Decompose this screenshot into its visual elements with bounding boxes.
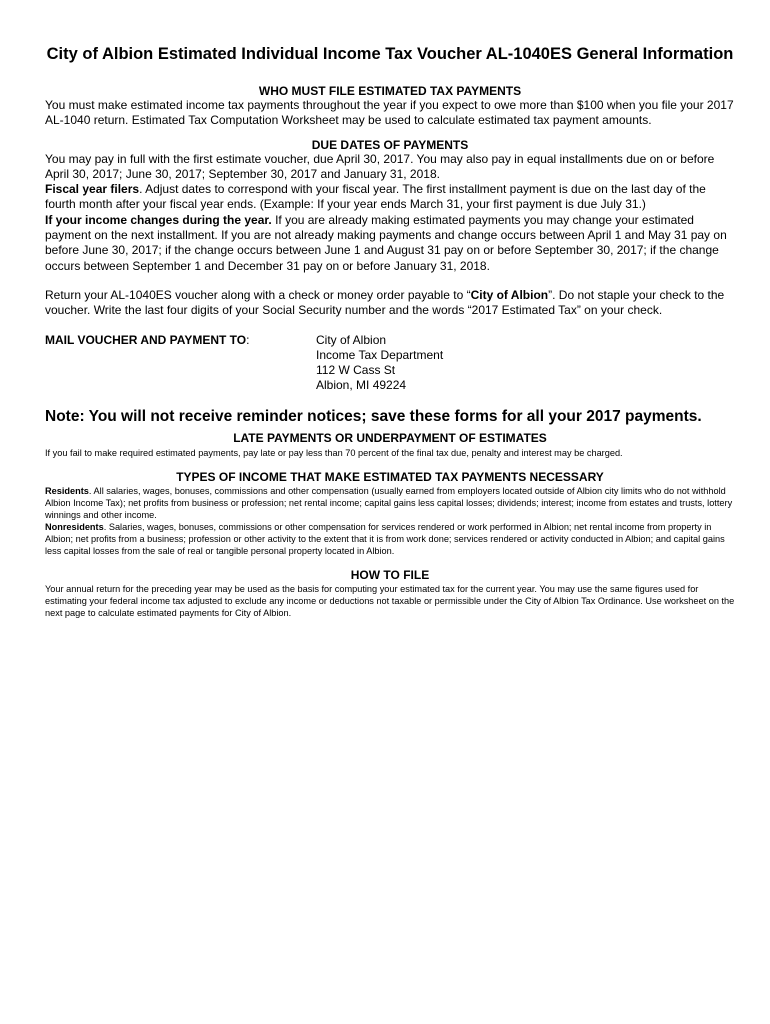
return-voucher-text-after: ”. Do not staple your check to the voucher. Write the last four digits of your Social Security number and the words “2017 Estimated Tax” on your check. (45, 287, 725, 318)
address-line: Albion, MI 49224 (316, 378, 407, 393)
fiscal-year-text: . Adjust dates to correspond with your fiscal year. The first installment payment is due on the last day of the fourth month after your fiscal year ends. (Example: If your year ends March 31, your first payment is due July 31.) (45, 182, 706, 212)
nonresidents-label: Nonresidents (45, 521, 104, 532)
fiscal-year-paragraph (45, 182, 735, 213)
late-payments-text: If you fail to make required estimated payments, pay late or pay less than 70 percent of the final tax due, penalty and interest may be charged. (45, 447, 623, 458)
residents-label: Residents (45, 485, 89, 496)
due-dates-text: You may pay in full with the first estimate voucher, due April 30, 2017. You may also pay in equal installments due on or before April 30, 2017; June 30, 2017; September 30, 2017 and January 31, 2018. (45, 151, 715, 181)
fiscal-year-label: Fiscal year filers (45, 182, 140, 197)
mail-address (316, 333, 443, 394)
mail-label-colon: : (246, 332, 250, 347)
address-line: Income Tax Department (316, 347, 444, 362)
nonresidents-paragraph (45, 521, 735, 557)
late-payments-heading: LATE PAYMENTS OR UNDERPAYMENT OF ESTIMATES (233, 430, 547, 445)
due-dates-heading: DUE DATES OF PAYMENTS (311, 137, 469, 152)
who-must-file-text: You must make estimated income tax payments throughout the year if you expect to owe more than $100 when you file your 2017 AL-1040 return. Estimated Tax Computation Worksheet may be used to calculate estimated tax payment amounts. (45, 98, 734, 128)
how-to-file-heading: HOW TO FILE (350, 567, 430, 582)
nonresidents-text: . Salaries, wages, bonuses, commissions or other compensation for services rendered or work performed in Albion; net rental income from property in Albion; net profits from a business; profession or other activity to the extent that it is from work done; services rendered or activity conducted in Albion; and capital gains less capital losses from the sale of real or tangible personal property located in Albion. (45, 521, 725, 556)
who-must-file-heading: WHO MUST FILE ESTIMATED TAX PAYMENTS (258, 84, 522, 98)
return-voucher-text-before: Return your AL-1040ES voucher along with a check or money order payable to “ (45, 287, 471, 302)
mail-block (45, 333, 735, 394)
page-title: City of Albion Estimated Individual Income Tax Voucher AL-1040ES General Information (46, 45, 734, 63)
income-types-heading: TYPES OF INCOME THAT MAKE ESTIMATED TAX PAYMENTS NECESSARY (176, 469, 604, 484)
income-change-label: If your income changes during the year. (45, 212, 272, 227)
how-to-file-text: Your annual return for the preceding year may be used as the basis for computing your estimated tax for the current year. You may use the same figures used for estimating your federal income tax adjusted to exclude any income or deductions not taxable or permissible under the City of Albion Tax Ordinance. Use worksheet on the next page to calculate estimated payments for City of Albion. (45, 583, 735, 618)
income-change-text: If you are already making estimated payments you may change your estimated payment on the next installment. If you are not already making payments and change occurs between April 1 and May 31 pay on before June 30, 2017; if the change occurs between June 1 and August 31 pay on or before September 30, 2017; if the change occurs between September 1 and December 31 pay on or before January 31, 2018. (45, 212, 727, 273)
residents-text: . All salaries, wages, bonuses, commissions and other compensation (usually earned from employers located outside of Albion city limits who do not withhold Albion Income Tax); net profits from business or profession; net rental income; capital gains less capital losses; dividends; interest; income from estates and trusts, lottery winnings and other income. (45, 485, 733, 520)
mail-label: MAIL VOUCHER AND PAYMENT TO (45, 332, 247, 347)
mail-label-wrap (45, 333, 316, 394)
address-line: City of Albion (316, 332, 387, 347)
return-voucher-payee: City of Albion (470, 287, 549, 302)
address-line: 112 W Cass St (316, 363, 396, 378)
return-voucher-paragraph (45, 288, 735, 319)
residents-paragraph (45, 485, 735, 521)
income-change-paragraph (45, 213, 735, 274)
reminder-note: Note: You will not receive reminder notices; save these forms for all your 2017 payments. (45, 407, 702, 425)
document-page (45, 44, 735, 619)
